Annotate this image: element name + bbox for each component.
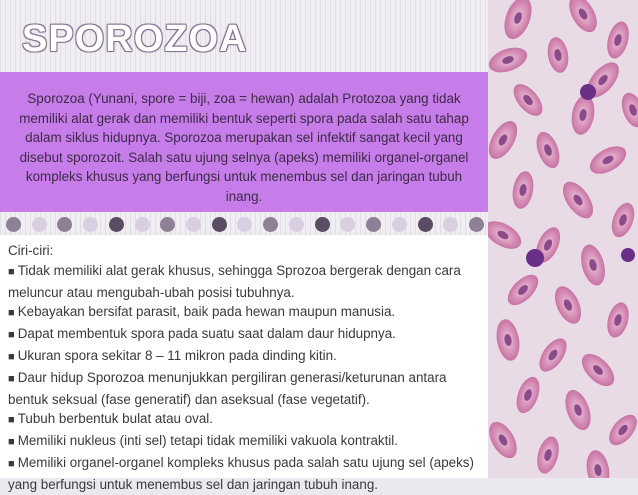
feature-text: Kebayakan bersifat parasit, baik pada hewan maupun manusia. bbox=[17, 304, 396, 320]
divider-dot bbox=[212, 217, 227, 232]
bullet-icon: ■ bbox=[8, 372, 18, 385]
bullet-icon: ■ bbox=[8, 457, 18, 470]
divider-dot bbox=[418, 217, 433, 232]
parasite-cell bbox=[526, 249, 544, 267]
divider-dot bbox=[443, 217, 458, 232]
divider-dot bbox=[340, 217, 355, 232]
feature-item bbox=[8, 453, 482, 495]
parasite-cell bbox=[621, 248, 635, 262]
feature-text: Memiliki organel-organel kompleks khusus pada salah satu ujung sel (apeks) yang berfungsi untuk menembus sel dan jaringan tubuh inang. bbox=[8, 454, 474, 492]
bullet-icon: ■ bbox=[8, 414, 18, 427]
feature-item bbox=[8, 261, 482, 303]
divider-dot bbox=[289, 217, 304, 232]
feature-item bbox=[8, 368, 482, 410]
divider-dot bbox=[186, 217, 201, 232]
features-heading: Ciri-ciri: bbox=[8, 243, 54, 258]
divider-dot bbox=[237, 217, 252, 232]
divider-dot bbox=[366, 217, 381, 232]
bullet-icon: ■ bbox=[8, 350, 18, 363]
feature-text: Tidak memiliki alat gerak khusus, sehingga Sprozoa bergerak dengan cara meluncur atau mengubah-ubah posisi tubuhnya. bbox=[8, 262, 461, 300]
divider-dot bbox=[160, 217, 175, 232]
dot-divider bbox=[2, 213, 488, 235]
slide-title: SPOROZOA bbox=[22, 18, 248, 60]
feature-item bbox=[8, 431, 482, 453]
intro-text: Sporozoa (Yunani, spore = biji, zoa = hewan) adalah Protozoa yang tidak memiliki alat gerak dan memiliki bentuk seperti spora pada salah satu tahap dalam siklus hidupnya. Sporozoa merupakan sel infektif sangat kecil yang disebut sporozoit. Salah satu ujung selnya (apeks) memiliki organel-organel kompleks khusus yang berfungsi untuk menembus sel dan jaringan tubuh inang. bbox=[0, 72, 488, 212]
bullet-icon: ■ bbox=[8, 329, 18, 342]
feature-item bbox=[8, 346, 482, 368]
bullet-icon: ■ bbox=[8, 307, 18, 320]
feature-text: Memiliki nukleus (inti sel) tetapi tidak memiliki vakuola kontraktil. bbox=[17, 433, 398, 449]
divider-dot bbox=[392, 217, 407, 232]
divider-dot bbox=[83, 217, 98, 232]
feature-item bbox=[8, 324, 482, 346]
divider-dot bbox=[32, 217, 47, 232]
divider-dot bbox=[469, 217, 484, 232]
feature-text: Daur hidup Sporozoa menunjukkan pergiliran generasi/keturunan antara bentuk seksual (fase generatif) dan aseksual (fase vegetatif). bbox=[8, 369, 447, 407]
feature-item bbox=[8, 409, 482, 431]
divider-dot bbox=[263, 217, 278, 232]
divider-dot bbox=[315, 217, 330, 232]
blood-smear-image bbox=[488, 0, 638, 478]
feature-text: Tubuh berbentuk bulat atau oval. bbox=[17, 411, 213, 427]
feature-list bbox=[8, 261, 482, 495]
bullet-icon: ■ bbox=[8, 265, 18, 278]
divider-dot bbox=[57, 217, 72, 232]
feature-item bbox=[8, 302, 482, 324]
divider-dot bbox=[6, 217, 21, 232]
features-panel bbox=[0, 235, 488, 492]
divider-dot bbox=[135, 217, 150, 232]
feature-text: Dapat membentuk spora pada suatu saat dalam daur hidupnya. bbox=[17, 326, 396, 342]
parasite-cell bbox=[580, 84, 596, 100]
feature-text: Ukuran spora sekitar 8 – 11 mikron pada dinding kitin. bbox=[17, 347, 337, 363]
divider-dot bbox=[109, 217, 124, 232]
bullet-icon: ■ bbox=[8, 436, 18, 449]
blood-cells-illustration bbox=[488, 0, 638, 478]
